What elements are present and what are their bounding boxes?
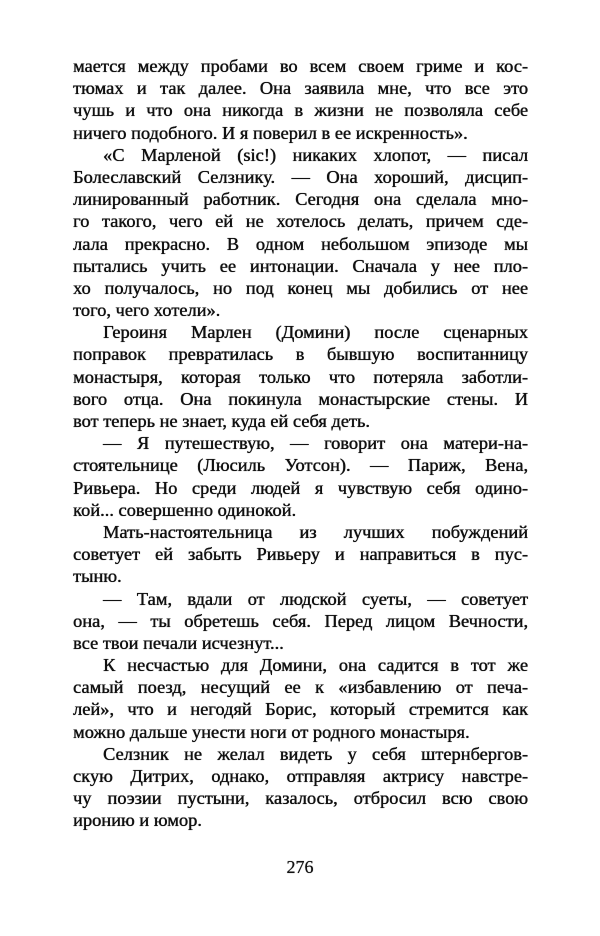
text-line: хо получалось, но под конец мы добились от нее — [73, 277, 528, 298]
text-line: чу поэзии пустыни, казалось, отбросил всю свою — [73, 788, 528, 809]
text-line: лала прекрасно. В одном небольшом эпизоде мы — [73, 233, 528, 254]
text-line: линированный работник. Сегодня она сделала мно- — [73, 189, 528, 210]
text-line: лей», что и негодяй Борис, который стремится как — [73, 699, 528, 720]
page-number: 276 — [286, 857, 314, 877]
page-body — [73, 55, 528, 832]
text-line: скую Дитрих, однако, отправляя актрису навстре- — [73, 766, 528, 786]
text-line: советует ей забыть Ривьеру и направиться в пус- — [73, 544, 528, 565]
text-line: чушь и что она никогда в жизни не позволяла себе — [73, 100, 528, 121]
text-line: стоятельнице (Люсиль Уотсон). — Париж, Вена, — [73, 455, 528, 476]
text-line: монастыря, которая только что потеряла заботли- — [73, 366, 528, 387]
text-line: — Там, вдали от людской суеты, — советует — [103, 588, 528, 609]
text-line: иронию и юмор. — [73, 810, 202, 831]
text-line: «С Марленой (sic!) никаких хлопот, — писал — [103, 144, 528, 165]
text-line: ничего подобного. И я поверил в ее искренность». — [73, 122, 468, 143]
text-line: Мать-настоятельница из лучших побуждений — [103, 521, 528, 542]
text-line: можно дальше унести ноги от родного монастыря. — [73, 721, 470, 742]
text-line: все твои печали исчезнут... — [73, 632, 284, 653]
text-line: Ривьера. Но среди людей я чувствую себя одино- — [73, 477, 528, 498]
text-line: тюмах и так далее. Она заявила мне, что все это — [73, 78, 528, 99]
text-line: Селзник не желал видеть у себя штернбергов- — [103, 743, 528, 764]
text-line: вого отца. Она покинула монастырские стены. И — [73, 388, 528, 409]
text-line: вот теперь не знает, куда ей себя деть. — [73, 411, 370, 431]
text-line: Героиня Марлен (Домини) после сценарных — [103, 322, 528, 343]
text-line: пытались учить ее интонации. Сначала у нее пло- — [73, 255, 528, 276]
text-line: кой... совершенно одинокой. — [73, 499, 297, 520]
text-line: мается между пробами во всем своем гриме и кос- — [73, 56, 528, 76]
text-line: — Я путешествую, — говорит она матери-на- — [103, 433, 528, 454]
text-line: того, чего хотели». — [73, 300, 221, 321]
text-line: поправок превратилась в бывшую воспитанницу — [73, 344, 528, 365]
text-line: тыню. — [73, 566, 122, 587]
text-line: самый поезд, несущий ее к «избавлению от печа- — [73, 677, 528, 698]
text-line: она, — ты обретешь себя. Перед лицом Вечности, — [73, 610, 528, 631]
text-line: Болеславский Селзнику. — Она хороший, дисцип- — [73, 166, 528, 187]
text-line: го такого, чего ей не хотелось делать, причем сде- — [73, 211, 528, 232]
text-line: К несчастью для Домини, она садится в тот же — [103, 655, 528, 676]
